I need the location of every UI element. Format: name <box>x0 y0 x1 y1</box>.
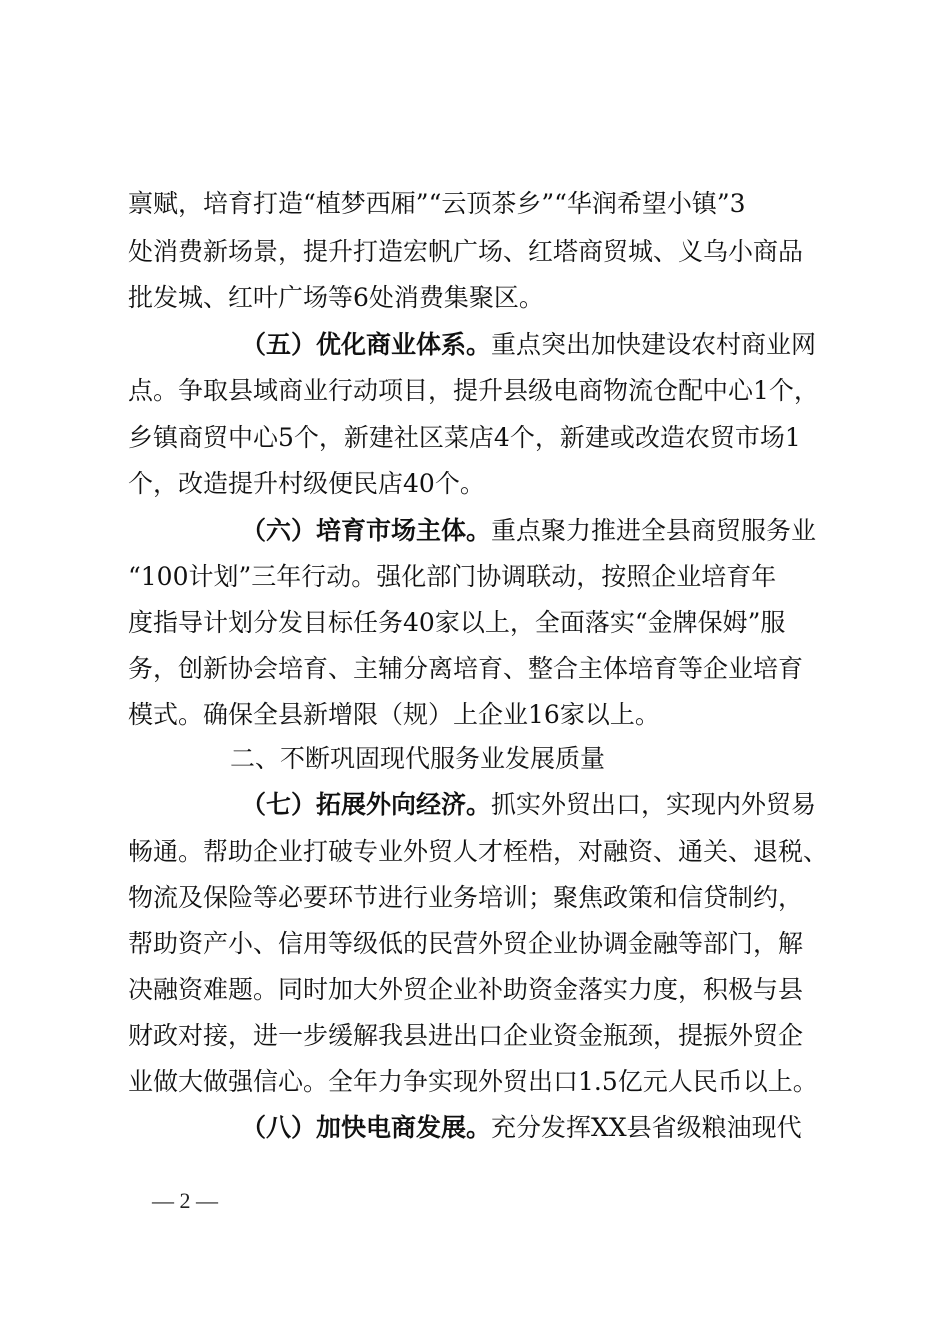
paragraph-first-line <box>241 1111 831 1145</box>
body-line: 处消费新场景，提升打造宏帆广场、红塔商贸城、义乌小商品 <box>128 237 804 266</box>
paragraph-text: 重点聚力推进全县商贸服务业 <box>491 516 817 545</box>
paragraph-first-line <box>241 514 831 548</box>
section-title-7: （七）拓展外向经济。 <box>241 790 492 819</box>
body-line: 决融资难题。同时加大外贸企业补助资金落实力度，积极与县 <box>128 975 804 1004</box>
body-line: 业做大做强信心。全年力争实现外贸出口1.5亿元人民币以上。 <box>128 1067 818 1096</box>
paragraph-first-line <box>241 788 831 822</box>
body-line: 禀赋，培育打造“植梦西厢”“云顶茶乡”“华润希望小镇”3 <box>128 189 746 218</box>
body-line: “100计划”三年行动。强化部门协调联动，按照企业培育年 <box>128 562 777 591</box>
section-title-8: （八）加快电商发展。 <box>241 1113 492 1142</box>
body-line: 物流及保险等必要环节进行业务培训；聚焦政策和信贷制约， <box>128 883 804 912</box>
page-number: — 2 — <box>152 1188 218 1213</box>
section-heading: 二、不断巩固现代服务业发展质量 <box>230 744 606 773</box>
body-line: 畅通。帮助企业打破专业外贸人才桎梏，对融资、通关、退税、 <box>128 837 829 866</box>
section-title-6: （六）培育市场主体。 <box>241 516 492 545</box>
paragraph-text: 充分发挥XX县省级粮油现代 <box>491 1113 802 1142</box>
paragraph-text: 抓实外贸出口，实现内外贸易 <box>491 790 817 819</box>
paragraph-text: 重点突出加快建设农村商业网 <box>491 330 817 359</box>
body-line: 帮助资产小、信用等级低的民营外贸企业协调金融等部门，解 <box>128 929 804 958</box>
body-line: 个，改造提升村级便民店40个。 <box>128 469 485 498</box>
section-title-5: （五）优化商业体系。 <box>241 330 492 359</box>
body-line: 批发城、红叶广场等6处消费集聚区。 <box>128 283 544 312</box>
body-line: 度指导计划分发目标任务40家以上，全面落实“金牌保姆”服 <box>128 608 786 637</box>
body-line: 模式。确保全县新增限（规）上企业16家以上。 <box>128 700 660 729</box>
paragraph-first-line <box>241 328 831 362</box>
body-line: 乡镇商贸中心5个，新建社区菜店4个，新建或改造农贸市场1 <box>128 423 801 452</box>
body-line: 务，创新协会培育、主辅分离培育、整合主体培育等企业培育 <box>128 654 804 683</box>
body-line: 财政对接，进一步缓解我县进出口企业资金瓶颈，提振外贸企 <box>128 1021 804 1050</box>
body-line: 点。争取县域商业行动项目，提升县级电商物流仓配中心1个， <box>128 376 819 405</box>
